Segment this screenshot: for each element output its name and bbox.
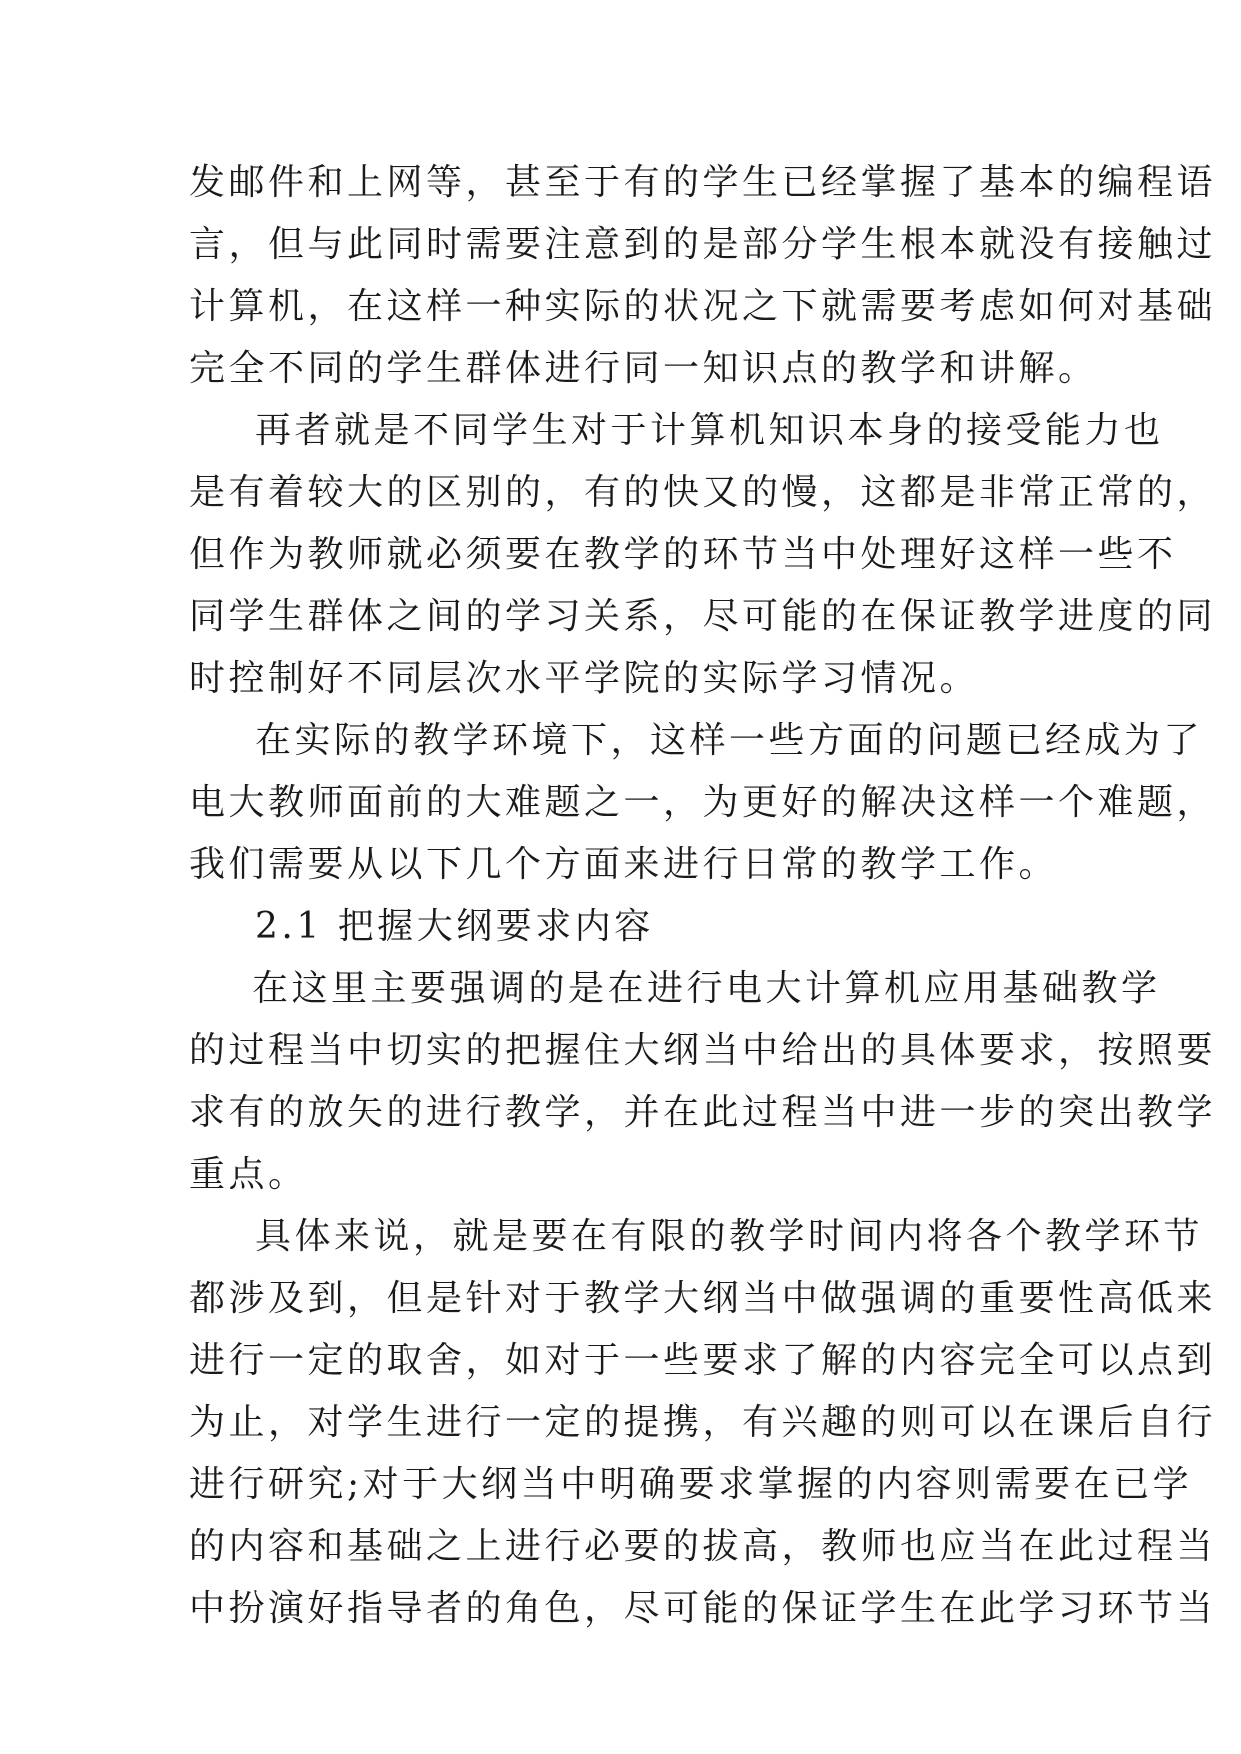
text-line: 计算机，在这样一种实际的状况之下就需要考虑如何对基础 [189,286,1217,327]
text-line: 完全不同的学生群体进行同一知识点的教学和讲解。 [189,348,1098,389]
text-line: 进行一定的取舍，如对于一些要求了解的内容完全可以点到 [189,1340,1217,1381]
text-line: 都涉及到，但是针对于教学大纲当中做强调的重要性高低来 [189,1278,1217,1319]
text-line: 中扮演好指导者的角色，尽可能的保证学生在此学习环节当 [189,1588,1217,1629]
text-line: 的过程当中切实的把握住大纲当中给出的具体要求，按照要 [189,1030,1217,1071]
text-line: 的内容和基础之上进行必要的拔高，教师也应当在此过程当 [189,1526,1217,1567]
text-line: 电大教师面前的大难题之一，为更好的解决这样一个难题， [189,782,1217,823]
text-line: 时控制好不同层次水平学院的实际学习情况。 [189,658,980,699]
text-line: 重点。 [189,1154,308,1195]
paragraph-start-line: 在这里主要强调的是在进行电大计算机应用基础教学 [252,968,1161,1009]
text-line: 是有着较大的区别的，有的快又的慢，这都是非常正常的， [189,472,1217,513]
paragraph-start-line: 再者就是不同学生对于计算机知识本身的接受能力也 [255,410,1164,451]
document-body [189,152,1217,1640]
text-line: 同学生群体之间的学习关系，尽可能的在保证教学进度的同 [189,596,1217,637]
text-line: 进行研究;对于大纲当中明确要求掌握的内容则需要在已学 [189,1464,1193,1505]
section-heading: 2.1 把握大纲要求内容 [255,906,654,947]
text-line: 为止，对学生进行一定的提携，有兴趣的则可以在课后自行 [189,1402,1217,1443]
text-line: 但作为教师就必须要在教学的环节当中处理好这样一些不 [189,534,1177,575]
paragraph-start-line: 在实际的教学环境下，这样一些方面的问题已经成为了 [255,720,1204,761]
paragraph-start-line: 具体来说，就是要在有限的教学时间内将各个教学环节 [255,1216,1204,1257]
text-line: 求有的放矢的进行教学，并在此过程当中进一步的突出教学 [189,1092,1217,1133]
text-line: 言，但与此同时需要注意到的是部分学生根本就没有接触过 [189,224,1217,265]
text-line: 我们需要从以下几个方面来进行日常的教学工作。 [189,844,1059,885]
text-line: 发邮件和上网等，甚至于有的学生已经掌握了基本的编程语 [189,162,1217,203]
